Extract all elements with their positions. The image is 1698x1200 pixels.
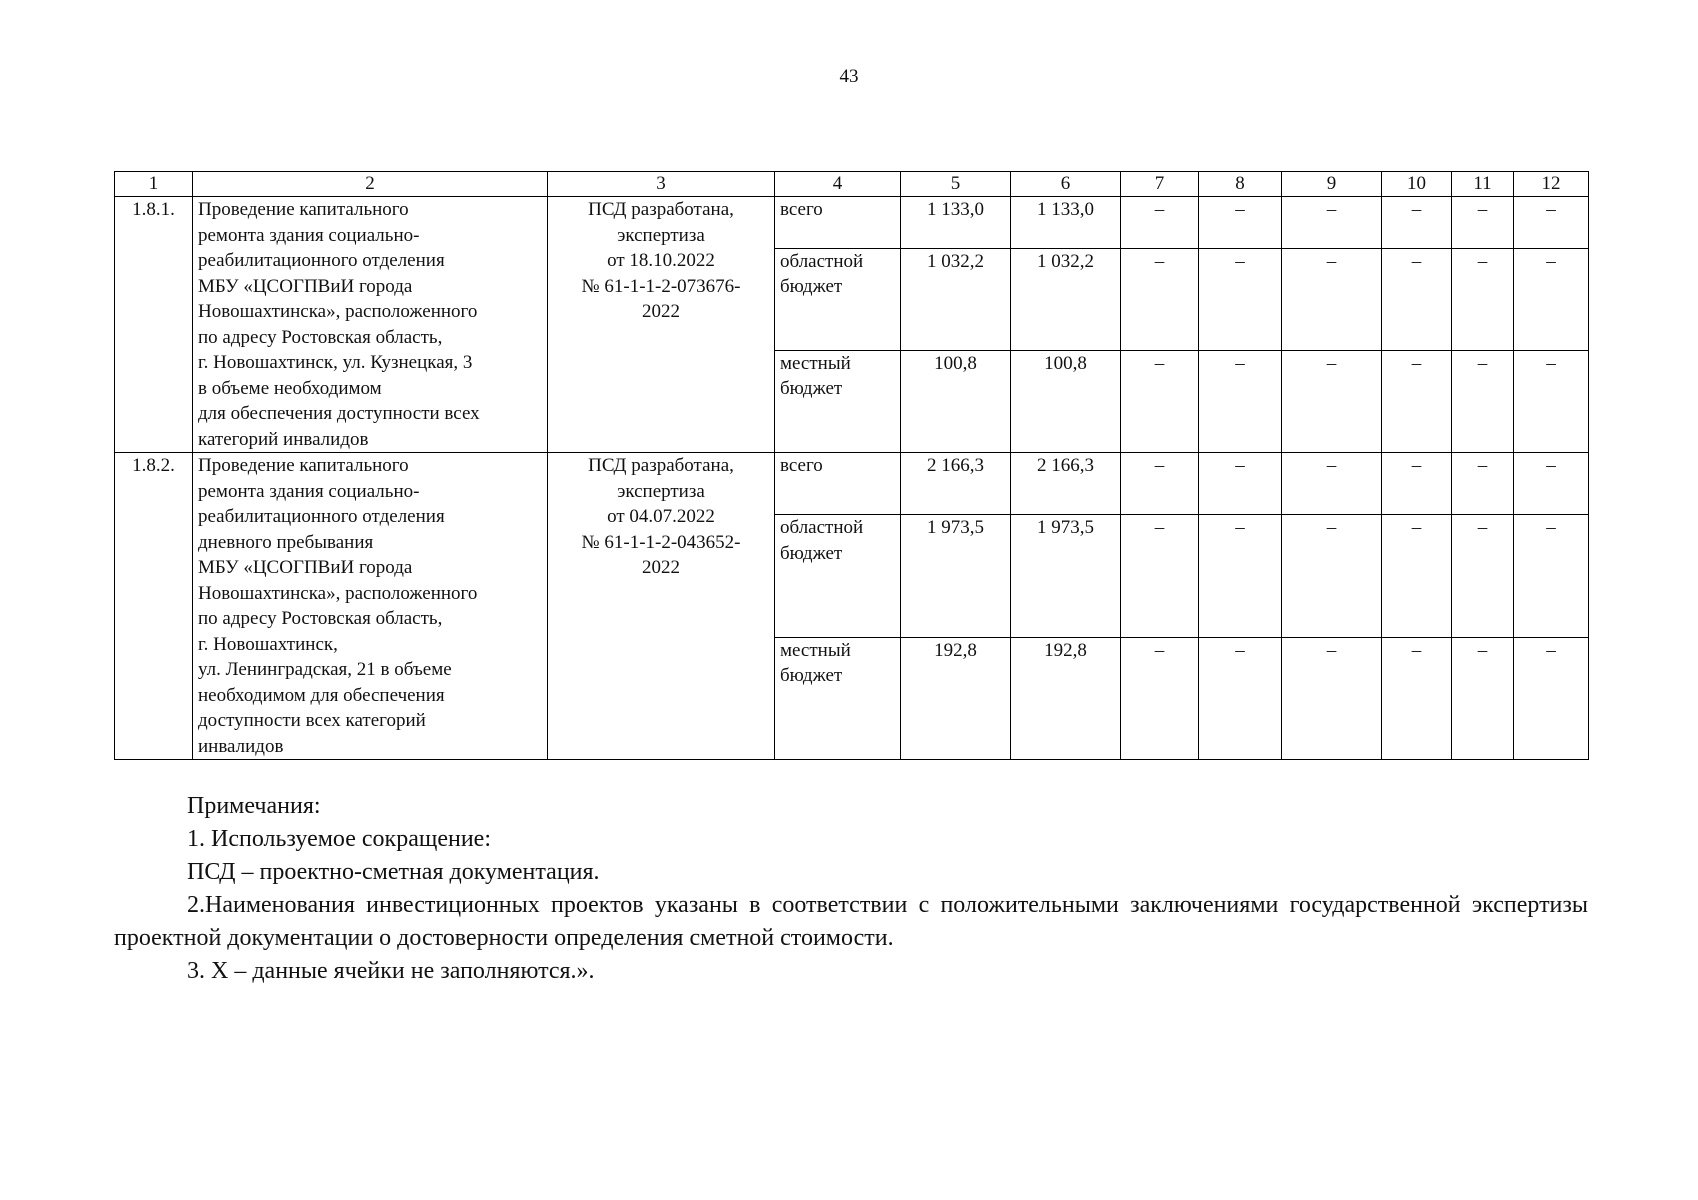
value-cell-col10: – [1382,515,1452,637]
value-cell-col5: 100,8 [901,350,1011,452]
value-cell-col10: – [1382,350,1452,452]
note-item-3: 3. Х – данные ячейки не заполняются.». [187,958,595,984]
value-cell-col10: – [1382,453,1452,515]
value-cell-col6: 100,8 [1011,350,1121,452]
value-cell-col12: – [1514,453,1589,515]
value-cell-col9: – [1282,637,1382,759]
value-cell-col8: – [1199,515,1282,637]
funding-source-line: бюджет [780,665,843,687]
funding-source-line: местный [780,639,851,661]
value-cell-col10: – [1382,197,1452,249]
value-cell-col12: – [1514,350,1589,452]
row-number-cell: 1.8.1. [115,197,193,453]
value-cell-col12: – [1514,515,1589,637]
value-cell-col6: 1 133,0 [1011,197,1121,249]
funding-source-line: всего [780,199,823,220]
project-name-line: по адресу Ростовская область, [198,608,443,629]
value-cell-col5: 1 032,2 [901,248,1011,350]
value-cell-col9: – [1282,197,1382,249]
value-cell-col7: – [1121,248,1199,350]
value-cell-col9: – [1282,248,1382,350]
note-abbreviation: ПСД – проектно-сметная документация. [187,859,600,885]
funding-source-line: местный [780,352,851,374]
project-name-line: реабилитационного отделения [198,250,445,271]
row-number-cell: 1.8.2. [115,453,193,760]
header-cell-8: 8 [1199,172,1282,197]
header-cell-1: 1 [115,172,193,197]
document-line: ПСД разработана, [588,455,734,476]
project-name-line: в объеме необходимом [198,377,382,399]
table-header-row [115,172,1589,197]
value-cell-col5: 192,8 [901,637,1011,759]
value-cell-col10: – [1382,637,1452,759]
value-cell-col6: 192,8 [1011,637,1121,759]
value-cell-col12: – [1514,248,1589,350]
project-name-line: ул. Ленинградская, 21 в объеме [198,659,452,680]
value-cell-col11: – [1452,515,1514,637]
document-cell [548,453,775,760]
value-cell-col11: – [1452,350,1514,452]
project-name-cell [193,197,548,453]
value-cell-col7: – [1121,637,1199,759]
header-cell-10: 10 [1382,172,1452,197]
value-cell-col11: – [1452,197,1514,249]
notes-section [114,790,1588,988]
value-cell-col11: – [1452,248,1514,350]
project-name-line: МБУ «ЦСОГПВиИ города [198,557,413,578]
value-cell-col7: – [1121,453,1199,515]
header-cell-3: 3 [548,172,775,197]
project-name-line: для обеспечения доступности всех [198,403,480,424]
value-cell-col11: – [1452,637,1514,759]
value-cell-col7: – [1121,515,1199,637]
project-name-line: доступности всех категорий [198,710,426,731]
funding-source-cell [775,515,901,637]
value-cell-col6: 1 973,5 [1011,515,1121,637]
investment-projects-table [114,171,1589,760]
project-name-line: Новошахтинска», расположенного [198,582,478,604]
project-name-line: Новошахтинска», расположенного [198,301,478,322]
value-cell-col5: 1 973,5 [901,515,1011,637]
project-name-line: дневного пребывания [198,531,374,553]
funding-source-line: областной [780,517,864,539]
value-cell-col8: – [1199,350,1282,452]
document-line: от 18.10.2022 [607,250,715,271]
value-cell-col9: – [1282,350,1382,452]
project-name-line: Проведение капитального [198,455,409,476]
header-cell-12: 12 [1514,172,1589,197]
value-cell-col9: – [1282,453,1382,515]
project-name-line: ремонта здания социально- [198,224,420,246]
funding-source-line: бюджет [780,542,843,564]
header-cell-9: 9 [1282,172,1382,197]
funding-source-cell [775,453,901,515]
value-cell-col5: 1 133,0 [901,197,1011,249]
document-line: ПСД разработана, [588,199,734,220]
project-name-cell [193,453,548,760]
note-item-2: 2.Наименования инвестиционных проектов указаны в соответствии с положительными заключениями государственной экспертизы проектной документации о достоверности определения сметной стоимости. [114,892,1588,951]
project-name-line: Проведение капитального [198,199,409,220]
value-cell-col7: – [1121,197,1199,249]
project-name-line: ремонта здания социально- [198,480,420,502]
document-line: 2022 [642,301,680,322]
notes-title: Примечания: [187,793,321,819]
value-cell-col9: – [1282,515,1382,637]
document-line: от 04.07.2022 [607,506,715,527]
document-line: № 61-1-1-2-043652- [581,531,741,553]
value-cell-col8: – [1199,248,1282,350]
document-line: экспертиза [617,480,705,502]
funding-source-cell [775,350,901,452]
value-cell-col6: 2 166,3 [1011,453,1121,515]
project-name-line: г. Новошахтинск, [198,633,338,655]
funding-source-line: областной [780,250,864,272]
funding-source-cell [775,637,901,759]
value-cell-col8: – [1199,453,1282,515]
value-cell-col6: 1 032,2 [1011,248,1121,350]
project-name-line: категорий инвалидов [198,428,369,450]
funding-source-line: всего [780,455,823,476]
project-name-line: по адресу Ростовская область, [198,326,443,348]
project-name-line: г. Новошахтинск, ул. Кузнецкая, 3 [198,352,473,373]
value-cell-col8: – [1199,637,1282,759]
header-cell-2: 2 [193,172,548,197]
funding-source-cell [775,248,901,350]
document-line: № 61-1-1-2-073676- [581,275,741,297]
value-cell-col10: – [1382,248,1452,350]
note-item-1: 1. Используемое сокращение: [187,826,491,852]
project-name-line: реабилитационного отделения [198,506,445,527]
page-number: 43 [839,66,859,87]
header-cell-7: 7 [1121,172,1199,197]
table-row [115,453,1589,515]
funding-source-cell [775,197,901,249]
document-cell [548,197,775,453]
value-cell-col12: – [1514,197,1589,249]
header-cell-11: 11 [1452,172,1514,197]
value-cell-col11: – [1452,453,1514,515]
document-line: 2022 [642,557,680,578]
document-line: экспертиза [617,224,705,246]
project-name-line: МБУ «ЦСОГПВиИ города [198,275,413,297]
value-cell-col5: 2 166,3 [901,453,1011,515]
value-cell-col12: – [1514,637,1589,759]
header-cell-6: 6 [1011,172,1121,197]
funding-source-line: бюджет [780,378,843,400]
table-row [115,197,1589,249]
project-name-line: инвалидов [198,735,284,757]
value-cell-col8: – [1199,197,1282,249]
header-cell-4: 4 [775,172,901,197]
header-cell-5: 5 [901,172,1011,197]
funding-source-line: бюджет [780,276,843,298]
project-name-line: необходимом для обеспечения [198,684,445,706]
value-cell-col7: – [1121,350,1199,452]
